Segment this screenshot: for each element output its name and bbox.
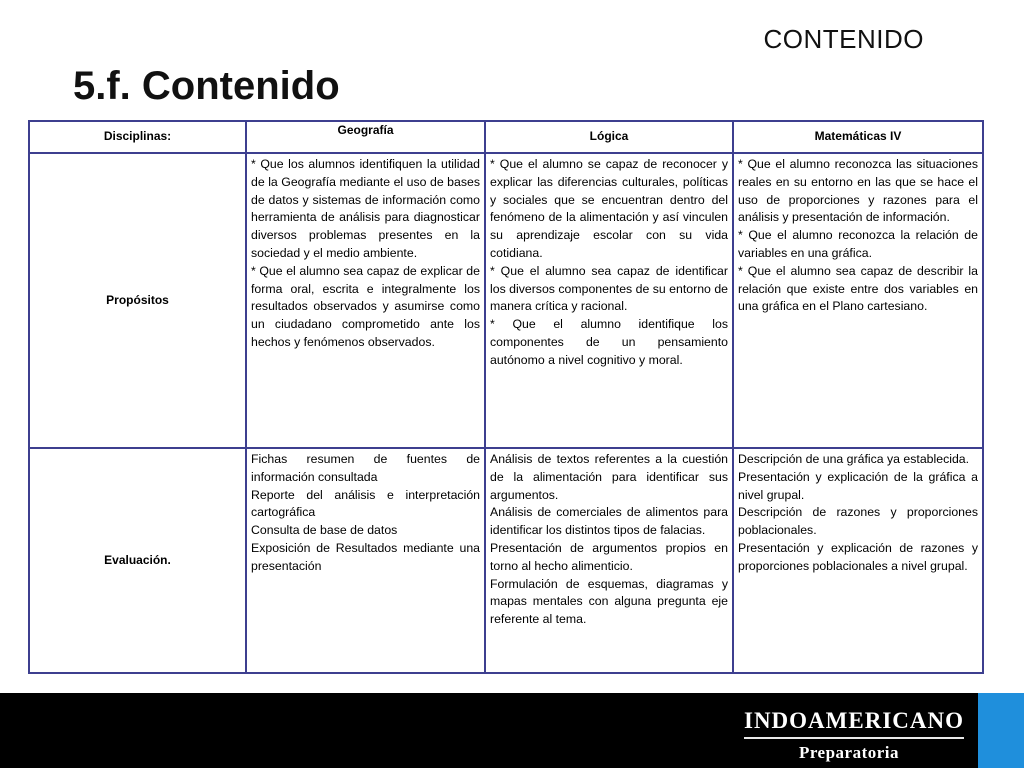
paragraph: Presentación y explicación de razones y proporciones poblacionales a nivel grupal. xyxy=(738,540,978,573)
paragraph: Presentación de argumentos propios en torno al hecho alimenticio. xyxy=(490,540,728,573)
brand-logo xyxy=(744,708,964,763)
content-table xyxy=(28,120,984,674)
paragraph: * Que el alumno identifique los componentes de un pensamiento autónomo a nivel cognitivo y moral. xyxy=(490,317,728,367)
cell-evaluacion-logica xyxy=(485,448,733,673)
paragraph: Formulación de esquemas, diagramas y mapas mentales con alguna pregunta eje referente al tema. xyxy=(490,576,728,627)
paragraph: Descripción de razones y proporciones poblacionales. xyxy=(738,505,978,538)
paragraph: Exposición de Resultados mediante una presentación xyxy=(251,540,480,573)
header-logica: Lógica xyxy=(485,121,733,153)
paragraph: Consulta de base de datos xyxy=(251,523,398,538)
paragraph: Descripción de una gráfica ya establecida. xyxy=(738,452,970,466)
cell-propositos-logica xyxy=(485,153,733,448)
paragraph: * Que los alumnos identifiquen la utilidad de la Geografía mediante el uso de bases de datos y sistemas de información como herramienta de análisis para diagnosticar diversos problemas presentes en la sociedad y el medio ambiente. xyxy=(251,157,480,260)
brand-subtitle: Preparatoria xyxy=(798,743,900,762)
row-label-propositos: Propósitos xyxy=(29,153,246,448)
brand-name: INDOAMERICANO xyxy=(744,708,964,739)
paragraph: * Que el alumno reconozca las situaciones reales en su entorno en las que se hace el uso de proporciones y razones para el análisis y presentación de información. xyxy=(738,157,978,225)
header-disciplinas: Disciplinas: xyxy=(29,121,246,153)
header-geografia: Geografía xyxy=(246,121,485,153)
footer-accent-bar xyxy=(978,693,1024,768)
row-label-evaluacion: Evaluación. xyxy=(29,448,246,673)
page-title: 5.f. Contenido xyxy=(73,64,340,108)
paragraph: * Que el alumno reconozca la relación de variables en una gráfica. xyxy=(738,228,978,260)
paragraph: Análisis de textos referentes a la cuestión de la alimentación para identificar sus argumentos. xyxy=(490,452,728,502)
cell-evaluacion-geografia xyxy=(246,448,485,673)
paragraph: * Que el alumno sea capaz de identificar los diversos componentes de su entorno de manera crítica y racional. xyxy=(490,263,728,314)
paragraph: * Que el alumno sea capaz de describir la relación que existe entre dos variables en una gráfica en el Plano cartesiano. xyxy=(738,263,978,314)
cell-evaluacion-matematicas xyxy=(733,448,983,673)
cell-propositos-matematicas xyxy=(733,153,983,448)
paragraph: Análisis de comerciales de alimentos para identificar los distintos tipos de falacias. xyxy=(490,505,728,538)
paragraph: Fichas resumen de fuentes de información consultada xyxy=(251,452,480,484)
table-row-evaluacion xyxy=(29,448,983,673)
section-label: CONTENIDO xyxy=(763,24,924,54)
cell-propositos-geografia xyxy=(246,153,485,448)
table-header-row xyxy=(29,121,983,153)
paragraph: Presentación y explicación de la gráfica a nivel grupal. xyxy=(738,469,978,502)
paragraph: * Que el alumno se capaz de reconocer y explicar las diferencias culturales, políticas y sociales que se encuentran dentro del fenómeno de la alimentación y así vinculen su aprendizaje escolar con su vida cotidiana. xyxy=(490,157,728,260)
table-row-propositos xyxy=(29,153,983,448)
header-matematicas: Matemáticas IV xyxy=(733,121,983,153)
paragraph: Reporte del análisis e interpretación cartográfica xyxy=(251,487,480,520)
paragraph: * Que el alumno sea capaz de explicar de forma oral, escrita e integralmente los resultados observados y asumirse como un ciudadano comprometido ante los hechos y fenómenos observados. xyxy=(251,263,480,349)
